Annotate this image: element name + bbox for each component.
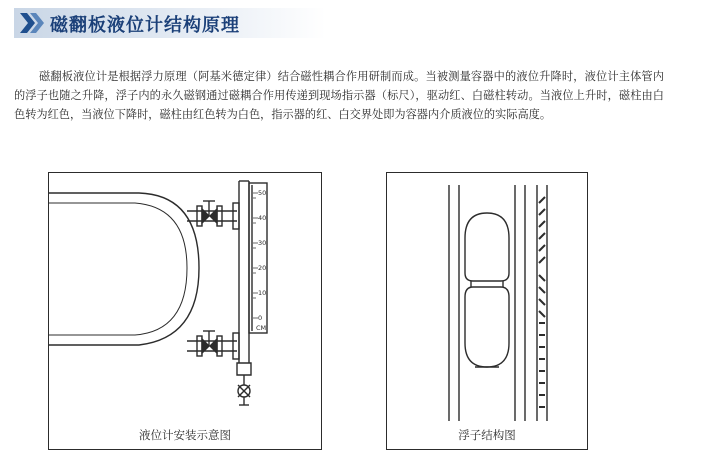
- installation-diagram: [48, 172, 322, 450]
- float-drawing: [387, 173, 587, 449]
- figure-caption: 浮子结构图: [458, 428, 516, 442]
- scale-label: 50: [258, 189, 267, 197]
- scale-unit: CM: [256, 324, 267, 332]
- installation-drawing: [49, 173, 321, 449]
- chevron-double-icon: [20, 13, 46, 33]
- scale-label: 40: [258, 214, 267, 222]
- intro-paragraph: 磁翻板液位计是根据浮力原理（阿基米德定律）结合磁性耦合作用研制而成。当被测量容器中的液位升降时，液位计主体管内的浮子也随之升降，浮子内的永久磁钢通过磁耦合作用传递到现场指示器（标尺），驱动红、白磁柱转动。当液位上升时，磁柱由白色转为红色，当液位下降时，磁柱由红色转为白色，指示器的红、白交界处即为容器内介质液位的实际高度。: [14, 70, 664, 122]
- figure-caption: 液位计安装示意图: [139, 428, 231, 442]
- section-header: [14, 8, 326, 38]
- scale-label: 30: [258, 239, 267, 247]
- section-title: 磁翻板液位计结构原理: [50, 15, 240, 36]
- scale-label: 20: [258, 264, 267, 272]
- scale-label: 10: [258, 289, 267, 297]
- scale-label: 0: [258, 314, 263, 322]
- float-structure-diagram: [386, 172, 588, 450]
